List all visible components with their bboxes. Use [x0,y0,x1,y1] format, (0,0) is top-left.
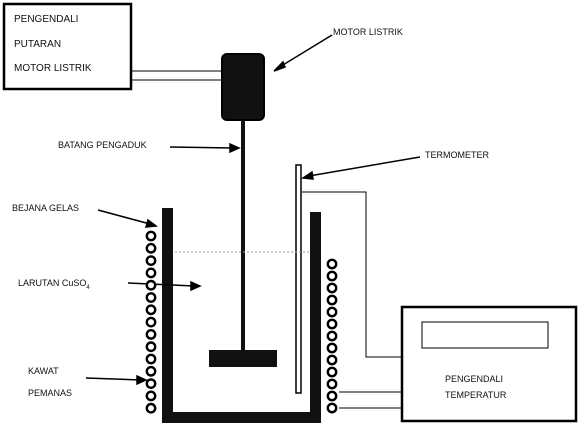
motor-speed-controller [4,4,131,89]
heating-wire-coils-left [147,232,155,413]
thermometer [296,165,301,393]
stirrer-rod-label: BATANG PENGADUK [58,140,147,150]
solution-label: LARUTAN CuSO$_4$ [18,278,90,291]
heating-coil-turn [147,318,155,326]
motor-arrow [274,35,332,71]
heating-coil-turn [328,332,336,340]
thermometer-arrow [303,157,420,179]
heating-coil-turn [328,356,336,364]
heating-coil-turn [147,404,155,412]
heating-coil-turn [328,368,336,376]
heating-coil-turn [147,232,155,240]
heating-coil-turn [328,296,336,304]
heating-wire-label-line2: PEMANAS [28,388,73,398]
temperature-display [422,322,548,348]
heating-coil-turn [147,281,155,289]
heating-coil-turn [147,343,155,351]
heating-coil-turn [328,272,336,280]
heating-coil-turn [147,355,155,363]
heating-coil-turn [328,392,336,400]
motor-control-wires [131,71,222,80]
heating-coil-turn [328,308,336,316]
heating-coil-turn [328,284,336,292]
beaker-label: BEJANA GELAS [12,203,80,213]
heating-coil-turn [147,256,155,264]
heating-coil-turn [328,380,336,388]
heating-wire-arrow [86,376,146,384]
heating-coil-turn [147,244,155,252]
motor-controller-label-line3: MOTOR LISTRIK [14,63,92,74]
stirrer-paddle [209,350,277,367]
motor-label: MOTOR LISTRIK [333,27,403,37]
heating-coil-turn [147,379,155,387]
stirrer-arrow [170,144,239,152]
temperature-controller-label-line2: TEMPERATUR [445,390,507,400]
heating-coil-turn [147,293,155,301]
temperature-controller [402,307,576,421]
heating-coil-turn [328,344,336,352]
heating-coil-turn [147,306,155,314]
motor-controller-label-line2: PUTARAN [14,39,62,50]
heating-coil-turn [147,269,155,277]
beaker-arrow [98,210,156,227]
heating-coil-turn [328,260,336,268]
temperature-controller-label-line1: PENGENDALI [445,374,504,384]
thermometer-label: TERMOMETER [425,150,489,160]
heater-wires [339,392,402,408]
motor-controller-label-line1: PENGENDALI [14,14,79,25]
heating-wire-label-line1: KAWAT [28,366,59,376]
heating-coil-turn [147,367,155,375]
heating-coil-turn [328,404,336,412]
stirrer-rod [241,120,245,352]
heating-wire-coils-right [328,260,336,412]
electric-motor [222,54,264,120]
heating-coil-turn [328,320,336,328]
heating-coil-turn [147,392,155,400]
heating-coil-turn [147,330,155,338]
